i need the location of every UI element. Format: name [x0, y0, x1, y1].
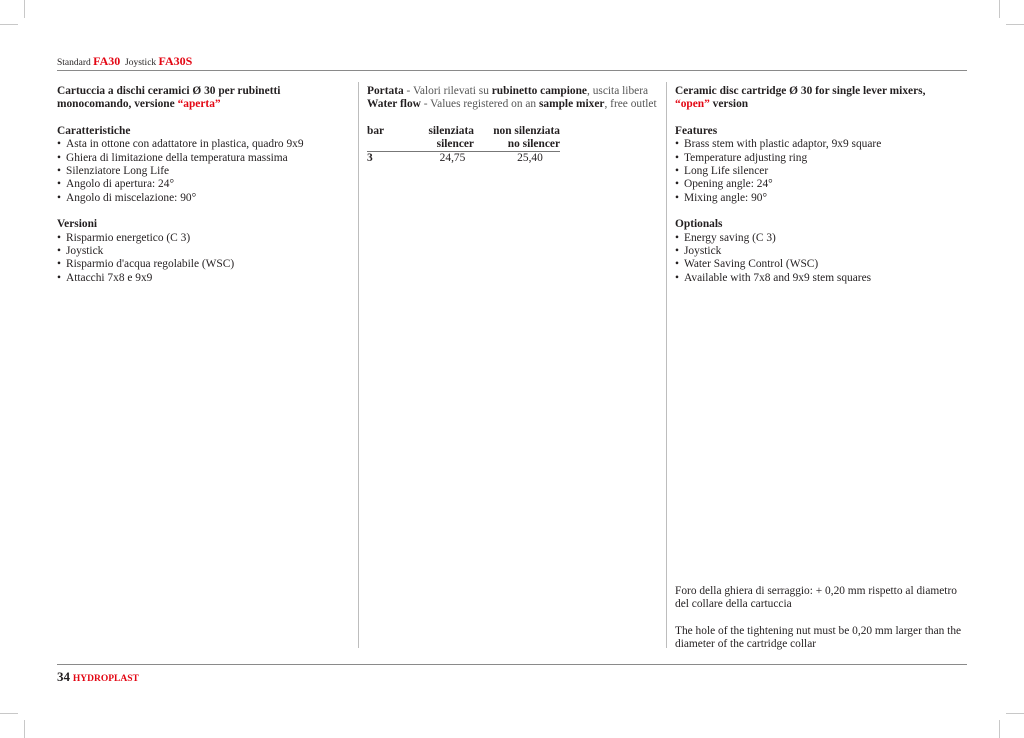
italian-title-line2: monocomando, versione: [57, 98, 178, 111]
brand-name: HYDROPLAST: [72, 674, 139, 684]
list-item: • Angolo di apertura: 24°: [57, 178, 347, 191]
crop-mark: [24, 0, 25, 18]
running-header: [57, 55, 192, 70]
crop-mark: [999, 720, 1000, 738]
footer-rule: [57, 664, 967, 665]
list-item: • Attacchi 7x8 e 9x9: [57, 272, 347, 285]
flow-intro-english: [367, 98, 659, 111]
list-item: • Brass stem with plastic adaptor, 9x9 square: [675, 138, 970, 151]
header-label-joystick: Joystick: [125, 58, 157, 68]
list-item: • Joystick: [675, 245, 970, 258]
italian-versions-list: [57, 232, 347, 286]
header-silenced-it: silenziata: [428, 124, 474, 137]
flow-text: , free outlet: [604, 98, 657, 111]
header-bar: bar: [367, 124, 385, 137]
list-item: • Mixing angle: 90°: [675, 192, 970, 205]
cell-silenced: 24,75: [439, 151, 466, 164]
list-item: • Long Life silencer: [675, 165, 970, 178]
flow-label-en: Water flow: [367, 98, 421, 111]
tightening-note: [675, 585, 970, 665]
italian-features-title: Caratteristiche: [57, 124, 131, 137]
flow-text: - Valori rilevati su: [403, 85, 492, 97]
italian-title-highlight: “aperta”: [177, 98, 221, 111]
flow-section: [367, 85, 659, 165]
list-item: • Risparmio d'acqua regolabile (WSC): [57, 258, 347, 271]
list-item: • Ghiera di limitazione della temperatura massima: [57, 152, 347, 165]
crop-mark: [0, 713, 18, 714]
english-features-list: [675, 138, 970, 205]
page-number: 34: [57, 669, 70, 684]
header-non-silenced: [474, 125, 560, 152]
english-title-line2: version: [709, 98, 749, 111]
header-non-silenced-en: no silencer: [507, 137, 560, 150]
column-divider: [666, 82, 667, 648]
table-row: [367, 151, 560, 165]
flow-table-header: [367, 125, 560, 152]
list-item: • Joystick: [57, 245, 347, 258]
english-description: [675, 85, 970, 285]
flow-bold-text: rubinetto campione: [491, 85, 587, 97]
english-features-title: Features: [675, 124, 718, 137]
english-title-line1: Ceramic disc cartridge Ø 30 for single lever mixers,: [675, 85, 926, 97]
italian-description: [57, 85, 347, 285]
footer: [57, 670, 139, 686]
list-item: • Opening angle: 24°: [675, 178, 970, 191]
flow-bold-text: sample mixer: [538, 98, 605, 111]
flow-intro-italian: [367, 85, 659, 98]
crop-mark: [1006, 713, 1024, 714]
list-item: • Angolo di miscelazione: 90°: [57, 192, 347, 205]
crop-mark: [1006, 24, 1024, 25]
flow-label-it: Portata: [367, 85, 404, 97]
list-item: • Available with 7x8 and 9x9 stem squares: [675, 272, 970, 285]
english-title-highlight: “open”: [675, 98, 710, 111]
crop-mark: [999, 0, 1000, 18]
italian-title-line1: Cartuccia a dischi ceramici Ø 30 per rubinetti: [57, 85, 281, 97]
italian-features-list: [57, 138, 347, 205]
header-code-joystick: FA30S: [158, 54, 193, 68]
header-rule: [57, 70, 967, 71]
header-non-silenced-it: non silenziata: [493, 124, 560, 137]
english-optionals-list: [675, 232, 970, 286]
flow-table: [367, 125, 560, 165]
header-code-standard: FA30: [93, 54, 121, 68]
crop-mark: [24, 720, 25, 738]
italian-versions-title: Versioni: [57, 218, 98, 231]
flow-text: - Values registered on an: [420, 98, 539, 111]
list-item: • Energy saving (C 3): [675, 232, 970, 245]
english-title: [675, 85, 970, 112]
italian-title: [57, 85, 347, 112]
list-item: • Water Saving Control (WSC): [675, 258, 970, 271]
english-optionals-title: Optionals: [675, 218, 723, 231]
column-divider: [358, 82, 359, 648]
list-item: • Silenziatore Long Life: [57, 165, 347, 178]
note-italian: Foro della ghiera di serraggio: + 0,20 mm rispetto al diametro del collare della cartuccia: [675, 585, 957, 611]
header-label-standard: Standard: [57, 58, 91, 68]
crop-mark: [0, 24, 18, 25]
header-silenced: [417, 125, 474, 152]
list-item: • Temperature adjusting ring: [675, 152, 970, 165]
list-item: • Asta in ottone con adattatore in plastica, quadro 9x9: [57, 138, 347, 151]
header-silenced-en: silencer: [436, 137, 474, 150]
list-item: • Risparmio energetico (C 3): [57, 232, 347, 245]
flow-text: , uscita libera: [587, 85, 649, 97]
cell-non-silenced: 25,40: [517, 151, 543, 164]
note-english: The hole of the tightening nut must be 0,20 mm larger than the diameter of the cartridge collar: [675, 624, 962, 651]
cell-bar: 3: [367, 151, 373, 164]
